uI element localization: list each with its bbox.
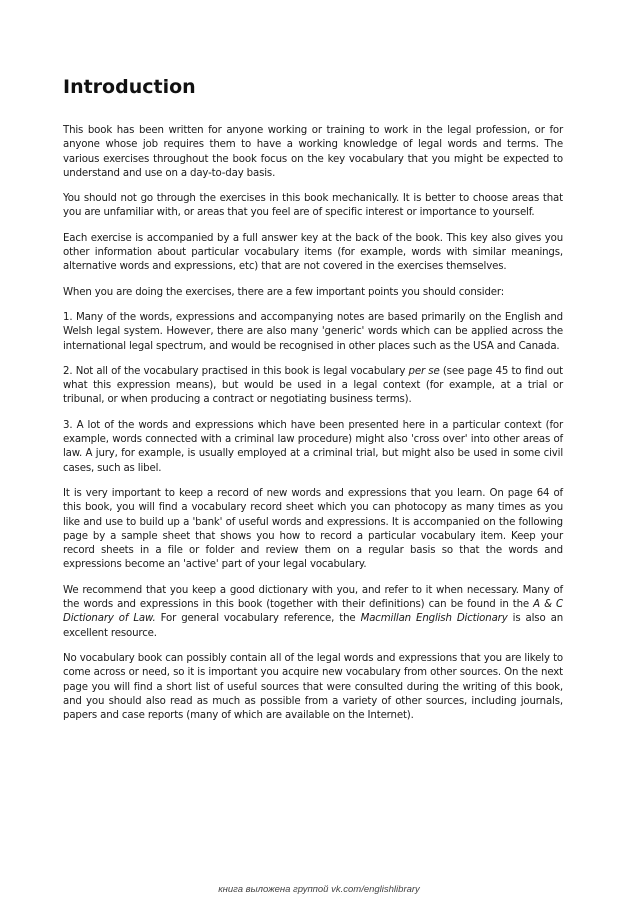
paragraph-points-lead: When you are doing the exercises, there are a few important points you should consider: [63, 286, 505, 298]
paragraph-point-1: 1. Many of the words, expressions and accompanying notes are based primarily on the English and Welsh legal system. However, there are also many 'generic' words which can be applied across the international legal spectrum, and would be recognised in other places such as the USA and Canada. [63, 311, 563, 352]
text-run: is also an excellent resource. [63, 613, 563, 639]
text-run: For general vocabulary reference, the [155, 613, 361, 625]
paragraph-intro: This book has been written for anyone working or training to work in the legal profession, or for anyone whose job requires them to have a working knowledge of legal words and terms. The various exercises throughout the book focus on the key vocabulary that you might be expected to understand and use on a day-to-day basis. [63, 125, 563, 179]
document-body [63, 124, 563, 734]
italic-text: A & C Dictionary of Law. [63, 599, 563, 625]
text-run: We recommend that you keep a good dictionary with you, and refer to it when necessary. Many of the words and expressions in this book (together with their definitions) can be found in the [63, 584, 563, 611]
italic-text: Macmillan English Dictionary [360, 613, 508, 625]
paragraph-how-to-use: You should not go through the exercises in this book mechanically. It is better to choose areas that you are unfamiliar with, or areas that you feel are of specific interest or importance to yourself. [63, 193, 563, 219]
page-footer: книга выложена группой vk.com/englishlibrary [218, 884, 420, 895]
paragraph-sources: No vocabulary book can possibly contain all of the legal words and expressions that you are likely to come across or need, so it is important you acquire new vocabulary from other sources. On the next page you will find a short list of useful sources that were consulted during the writing of this book, and you should also read as much as possible from a variety of other sources, including journals, papers and case reports (many of which are available on the Internet). [63, 652, 563, 722]
paragraph-dictionary [63, 584, 563, 641]
text-run: (see page 45 to find out what this expression means), but would be used in a legal context (for example, at a trial or tribunal, or when producing a contract or negotiating business terms). [63, 365, 563, 406]
paragraph-answer-key: Each exercise is accompanied by a full answer key at the back of the book. This key also gives you other information about particular vocabulary items (for example, words with similar meanings, alternative words and expressions, etc) that are not covered in the exercises themselves. [63, 232, 563, 273]
italic-text: per se [408, 365, 440, 377]
paragraph-point-2 [63, 365, 563, 408]
paragraph-record: It is very important to keep a record of new words and expressions that you learn. On page 64 of this book, you will find a vocabulary record sheet which you can photocopy as many times as you like and use to build up a 'bank' of useful words and expressions. It is accompanied on the following page by a sample sheet that shows you how to record a particular vocabulary item. Keep your record sheets in a file or folder and review them on a regular basis so that the words and expressions become an 'active' part of your legal vocabulary. [63, 487, 563, 571]
page-title: Introduction [63, 76, 196, 98]
paragraph-point-3: 3. A lot of the words and expressions which have been presented here in a particular context (for example, words connected with a criminal law procedure) might also 'cross over' into other areas of law. A jury, for example, is usually employed at a criminal trial, but might also be used in some civil cases, such as libel. [63, 419, 563, 474]
text-run: 2. Not all of the vocabulary practised in this book is legal vocabulary [63, 365, 409, 377]
